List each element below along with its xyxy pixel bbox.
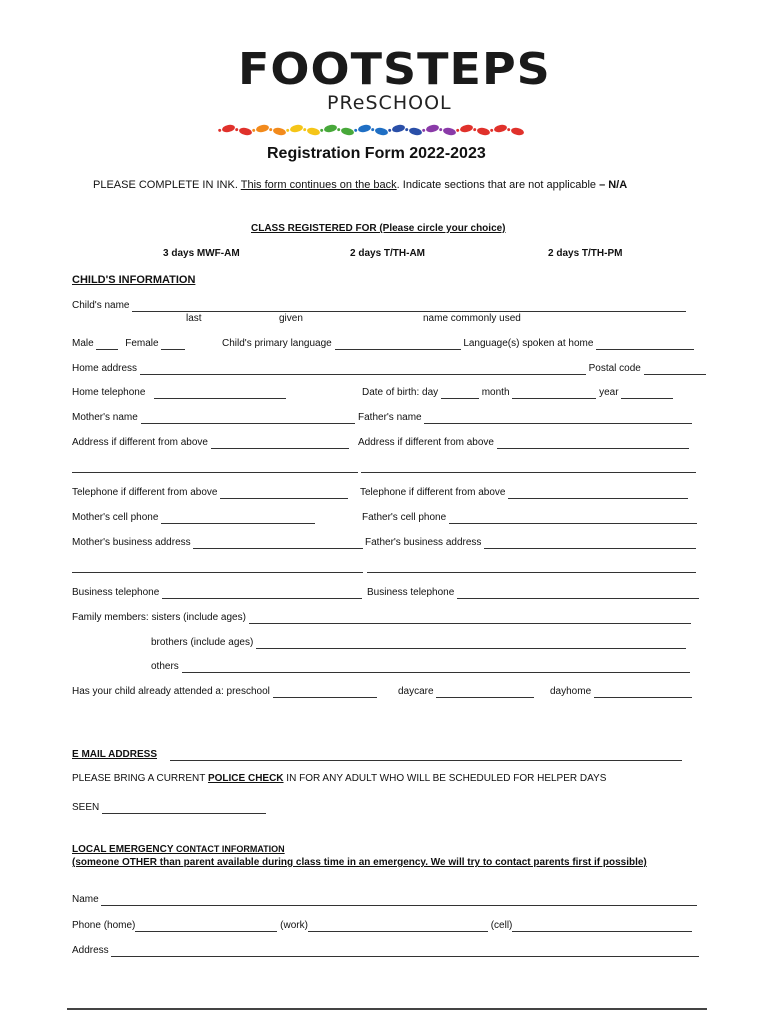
- footprint-icon: [306, 127, 320, 137]
- email-input[interactable]: [170, 750, 682, 761]
- footprint-icon: [255, 124, 269, 134]
- female-input[interactable]: [161, 339, 185, 350]
- home-telephone-row: [72, 387, 286, 399]
- dayhome-input[interactable]: [594, 687, 692, 698]
- fathers-name-label: Father's name: [358, 412, 422, 423]
- phone-work-label: (work): [280, 920, 308, 931]
- footprint-icon: [476, 127, 490, 137]
- footprint-icon: [510, 127, 524, 137]
- mothers-business-address-label: Mother's business address: [72, 537, 191, 548]
- footprint-icon: [374, 127, 388, 137]
- dob-year-label: year: [599, 387, 619, 398]
- mothers-name-input[interactable]: [141, 413, 355, 424]
- attended-row: [72, 686, 377, 698]
- police-before: PLEASE BRING A CURRENT: [72, 773, 208, 784]
- mothers-cell-label: Mother's cell phone: [72, 512, 159, 523]
- commonly-used-caption: name commonly used: [423, 313, 521, 324]
- dob-month-input[interactable]: [512, 388, 596, 399]
- fathers-cell-input[interactable]: [449, 513, 697, 524]
- home-address-input[interactable]: [140, 364, 586, 375]
- intro-text: [93, 179, 627, 191]
- logo-title: FOOTSTEPS: [238, 43, 551, 95]
- male-input[interactable]: [96, 339, 118, 350]
- last-caption: last: [186, 313, 202, 324]
- police-bold: POLICE CHECK: [207, 773, 284, 784]
- father-business-telephone-input[interactable]: [457, 588, 699, 599]
- mother-address-row: [72, 437, 349, 449]
- dob-day-input[interactable]: [441, 388, 479, 399]
- others-row: [151, 661, 690, 673]
- class-option-3[interactable]: 2 days T/TH-PM: [548, 248, 623, 259]
- mothers-name-row: [72, 412, 355, 424]
- fathers-business-address-input[interactable]: [484, 538, 696, 549]
- seen-label: SEEN: [72, 802, 100, 813]
- father-address-label: Address if different from above: [358, 437, 494, 448]
- class-option-1[interactable]: 3 days MWF-AM: [163, 248, 240, 259]
- bottom-divider: [67, 1008, 707, 1010]
- footprint-icon: [408, 127, 422, 137]
- father-telephone-input[interactable]: [508, 488, 688, 499]
- footprint-icon: [238, 127, 252, 137]
- father-telephone-label: Telephone if different from above: [360, 487, 506, 498]
- footprint-icon: [323, 124, 337, 134]
- father-address-input-2[interactable]: [361, 462, 696, 473]
- fathers-business-address-row: [365, 537, 696, 549]
- emergency-heading-bold: LOCAL EMERGENCY: [72, 844, 174, 855]
- fathers-name-input[interactable]: [424, 413, 692, 424]
- home-telephone-input[interactable]: [154, 388, 286, 399]
- phone-cell-input[interactable]: [512, 921, 692, 932]
- father-address-input[interactable]: [497, 438, 689, 449]
- others-label: others: [151, 661, 179, 672]
- mothers-name-label: Mother's name: [72, 412, 138, 423]
- mother-address-input[interactable]: [211, 438, 349, 449]
- male-label: Male: [72, 338, 94, 349]
- brothers-row: [151, 637, 686, 649]
- footprint-icon: [425, 124, 439, 134]
- mother-address-input-2[interactable]: [72, 462, 358, 473]
- class-heading: CLASS REGISTERED FOR (Please circle your choice): [251, 223, 506, 234]
- child-info-heading: CHILD'S INFORMATION: [72, 274, 196, 286]
- childs-name-row: [72, 300, 686, 312]
- email-label: E MAIL ADDRESS: [72, 749, 158, 760]
- dob-day-label: Date of birth: day: [362, 387, 439, 398]
- footprint-icon: [459, 124, 473, 134]
- police-after: IN FOR ANY ADULT WHO WILL BE SCHEDULED FOR HELPER DAYS: [283, 773, 607, 784]
- phone-home-label: Phone (home): [72, 920, 136, 931]
- class-option-2[interactable]: 2 days T/TH-AM: [350, 248, 426, 259]
- father-address-row: [358, 437, 689, 449]
- emergency-heading: [72, 844, 285, 855]
- mother-business-telephone-row: [72, 587, 362, 599]
- mother-telephone-row: [72, 487, 348, 499]
- emergency-name-label: Name: [72, 894, 99, 905]
- emergency-name-row: [72, 894, 697, 906]
- preschool-input[interactable]: [273, 687, 377, 698]
- mothers-cell-input[interactable]: [161, 513, 315, 524]
- primary-language-input[interactable]: [335, 339, 461, 350]
- father-telephone-row: [360, 487, 688, 499]
- dayhome-label: dayhome: [550, 686, 592, 697]
- mother-business-telephone-label: Business telephone: [72, 587, 160, 598]
- home-telephone-label: Home telephone: [72, 387, 146, 398]
- others-input[interactable]: [182, 662, 690, 673]
- dayhome-row: [550, 686, 692, 698]
- languages-home-label: Language(s) spoken at home: [463, 338, 594, 349]
- mother-address-label: Address if different from above: [72, 437, 208, 448]
- phone-home-input[interactable]: [135, 921, 277, 932]
- emergency-name-input[interactable]: [101, 895, 697, 906]
- father-business-telephone-label: Business telephone: [367, 587, 455, 598]
- emergency-phone-row: [72, 920, 692, 932]
- footprint-icon: [391, 124, 405, 134]
- fathers-cell-row: [362, 512, 697, 524]
- emergency-heading-rest: CONTACT INFORMATION: [173, 844, 285, 854]
- footprint-icon: [289, 124, 303, 134]
- fathers-cell-label: Father's cell phone: [362, 512, 447, 523]
- mother-telephone-label: Telephone if different from above: [72, 487, 218, 498]
- mother-business-telephone-input[interactable]: [162, 588, 362, 599]
- seen-input[interactable]: [102, 803, 266, 814]
- footprint-icon: [272, 127, 286, 137]
- attended-label: Has your child already attended a: preschool: [72, 686, 270, 697]
- childs-name-label: Child's name: [72, 300, 130, 311]
- daycare-row: [398, 686, 534, 698]
- given-caption: given: [279, 313, 303, 324]
- sisters-row: [72, 612, 691, 624]
- dob-year-input[interactable]: [621, 388, 673, 399]
- dob-month-label: month: [481, 387, 510, 398]
- footprint-icon: [340, 127, 354, 137]
- postal-code-label: Postal code: [588, 363, 641, 374]
- mother-telephone-input[interactable]: [220, 488, 348, 499]
- languages-home-input[interactable]: [596, 339, 694, 350]
- mothers-business-address-input-2[interactable]: [72, 562, 363, 573]
- police-check-text: [72, 773, 606, 784]
- phone-cell-label: (cell): [490, 920, 513, 931]
- footprint-icon: [357, 124, 371, 134]
- phone-work-input[interactable]: [308, 921, 488, 932]
- footprint-icon: [493, 124, 507, 134]
- emergency-address-row: [72, 945, 699, 957]
- mothers-business-address-row: [72, 537, 363, 549]
- language-row: [222, 338, 694, 350]
- primary-language-label: Child's primary language: [222, 338, 332, 349]
- father-business-telephone-row: [367, 587, 699, 599]
- footprint-icon: [221, 124, 235, 134]
- logo-subtitle: PReSCHOOL: [327, 92, 452, 114]
- emergency-subheading: (someone OTHER than parent available during class time in an emergency. We will try to contact parents first if possible): [72, 857, 647, 868]
- sisters-label: Family members: sisters (include ages): [72, 612, 246, 623]
- emergency-address-input[interactable]: [111, 946, 699, 957]
- dob-row: [362, 387, 673, 399]
- mothers-cell-row: [72, 512, 315, 524]
- daycare-label: daycare: [398, 686, 434, 697]
- intro-part3: . Indicate sections that are not applicable: [396, 179, 600, 191]
- childs-name-input[interactable]: [132, 301, 686, 312]
- form-title: Registration Form 2022-2023: [267, 145, 486, 162]
- email-row: [72, 749, 682, 761]
- sisters-input[interactable]: [249, 613, 691, 624]
- home-address-label: Home address: [72, 363, 138, 374]
- female-label: Female: [125, 338, 159, 349]
- footprint-icon: [442, 127, 456, 137]
- intro-part1: PLEASE COMPLETE IN INK.: [93, 179, 241, 191]
- fathers-business-address-label: Father's business address: [365, 537, 482, 548]
- intro-part4: – N/A: [599, 179, 628, 191]
- intro-part2: This form continues on the back: [240, 179, 397, 191]
- home-address-row: [72, 363, 706, 375]
- fathers-name-row: [358, 412, 692, 424]
- seen-row: [72, 802, 266, 814]
- brothers-input[interactable]: [256, 638, 686, 649]
- emergency-address-label: Address: [72, 945, 109, 956]
- daycare-input[interactable]: [436, 687, 534, 698]
- footprints-graphic: [222, 125, 524, 135]
- gender-row: [72, 338, 185, 350]
- fathers-business-address-input-2[interactable]: [367, 562, 696, 573]
- mothers-business-address-input[interactable]: [193, 538, 363, 549]
- brothers-label: brothers (include ages): [151, 637, 254, 648]
- postal-code-input[interactable]: [644, 364, 706, 375]
